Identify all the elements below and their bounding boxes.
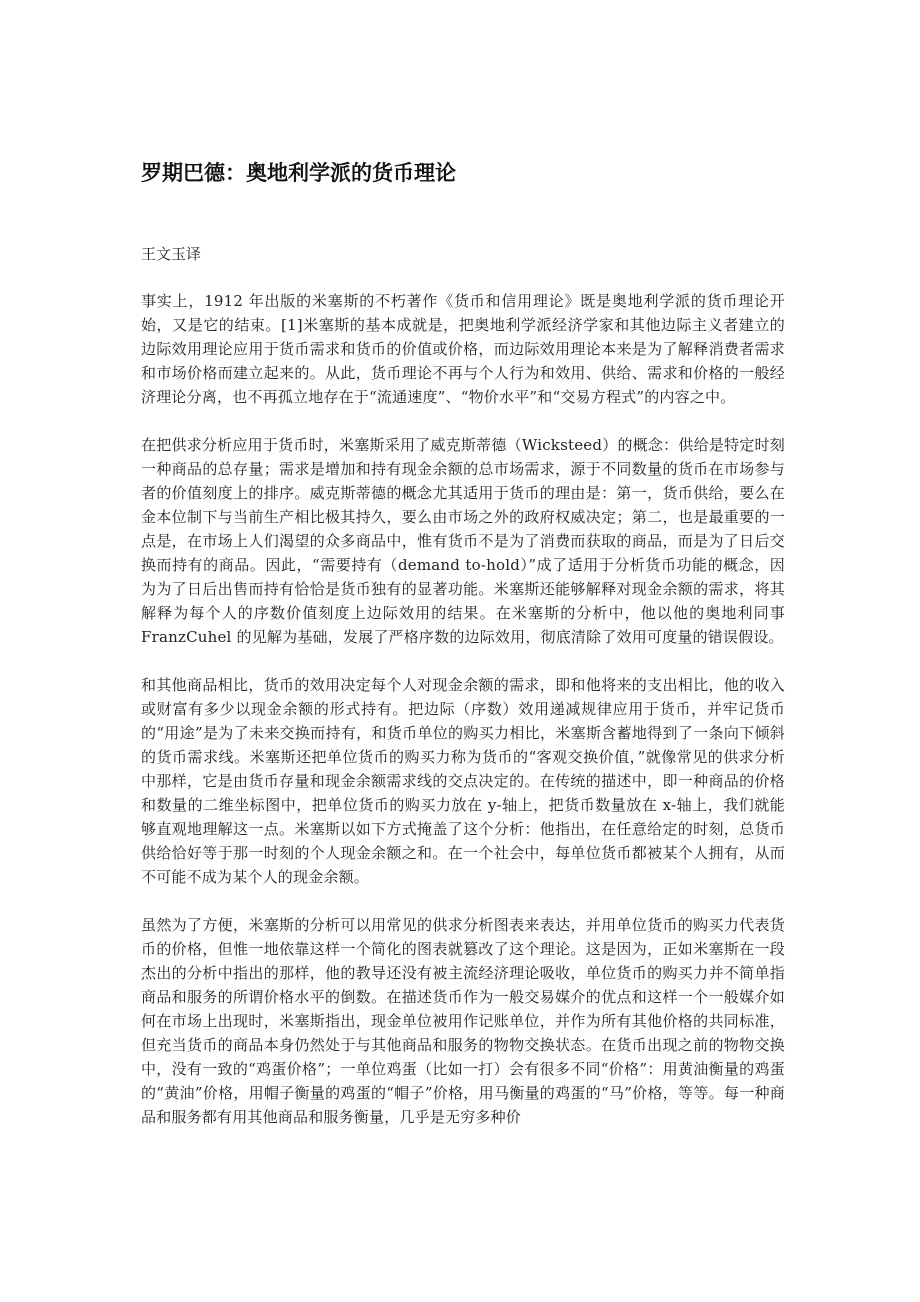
paragraph-1: 事实上，1912 年出版的米塞斯的不朽著作《货币和信用理论》既是奥地利学派的货币理论开始，又是它的结束。[1]米塞斯的基本成就是，把奥地利学派经济学家和其他边际主义者建立的边际效用理论应用于货币需求和货币的价值或价格，而边际效用理论本来是为了解释消费者需求和市场价格而建立起来的。从此，货币理论不再与个人行为和效用、供给、需求和价格的一般经济理论分离，也不再孤立地存在于“流通速度”、“物价水平”和“交易方程式”的内容之中。 [141, 292, 785, 406]
paragraph-4: 虽然为了方便，米塞斯的分析可以用常见的供求分析图表来表达，并用单位货币的购买力代表货币的价格，但惟一地依靠这样一个简化的图表就篡改了这个理论。这是因为，正如米塞斯在一段杰出的分析中指出的那样，他的教导还没有被主流经济理论吸收，单位货币的购买力并不简单指商品和服务的所谓价格水平的倒数。在描述货币作为一般交易媒介的优点和这样一个一般媒介如何在市场上出现时，米塞斯指出，现金单位被用作记账单位，并作为所有其他价格的共同标准，但充当货币的商品本身仍然处于与其他商品和服务的物物交换状态。在货币出现之前的物物交换中，没有一致的“鸡蛋价格”；一单位鸡蛋（比如一打）会有很多不同“价格”：用黄油衡量的鸡蛋的“黄油”价格，用帽子衡量的鸡蛋的“帽子”价格，用马衡量的鸡蛋的“马”价格，等等。每一种商品和服务都有用其他商品和服务衡量，几乎是无穷多种价 [141, 916, 785, 1126]
paragraph-2: 在把供求分析应用于货币时，米塞斯采用了威克斯蒂德（Wicksteed）的概念：供给是特定时刻一种商品的总存量；需求是增加和持有现金余额的总市场需求，源于不同数量的货币在市场参与者的价值刻度上的排序。威克斯蒂德的概念尤其适用于货币的理由是：第一，货币供给，要么在金本位制下与当前生产相比极其持久，要么由市场之外的政府权威决定；第二，也是最重要的一点是，在市场上人们渴望的众多商品中，惟有货币不是为了消费而获取的商品，而是为了日后交换而持有的商品。因此，“需要持有（demand to-hold）”成了适用于分析货币功能的概念，因为为了日后出售而持有恰恰是货币独有的显著功能。米塞斯还能够解释对现金余额的需求，将其解释为每个人的序数价值刻度上边际效用的结果。在米塞斯的分析中，他以他的奥地利同事 FranzCuhel 的见解为基础，发展了严格序数的边际效用，彻底清除了效用可度量的错误假设。 [141, 436, 785, 646]
paragraph-3: 和其他商品相比，货币的效用决定每个人对现金余额的需求，即和他将来的支出相比，他的收入或财富有多少以现金余额的形式持有。把边际（序数）效用递减规律应用于货币，并牢记货币的“用途”是为了未来交换而持有，和货币单位的购买力相比，米塞斯含蓄地得到了一条向下倾斜的货币需求线。米塞斯还把单位货币的购买力称为货币的“客观交换价值，”就像常见的供求分析中那样，它是由货币存量和现金余额需求线的交点决定的。在传统的描述中，即一种商品的价格和数量的二维坐标图中，把单位货币的购买力放在 y-轴上，把货币数量放在 x-轴上，我们就能够直观地理解这一点。米塞斯以如下方式掩盖了这个分析：他指出，在任意给定的时刻，总货币供给恰好等于那一时刻的个人现金余额之和。在一个社会中，每单位货币都被某个人拥有，从而不可能不成为某个人的现金余额。 [141, 676, 785, 886]
translator-credit: 王文玉译 [141, 245, 202, 263]
document-body [141, 289, 785, 1153]
document-title: 罗期巴德：奥地利学派的货币理论 [141, 161, 456, 185]
